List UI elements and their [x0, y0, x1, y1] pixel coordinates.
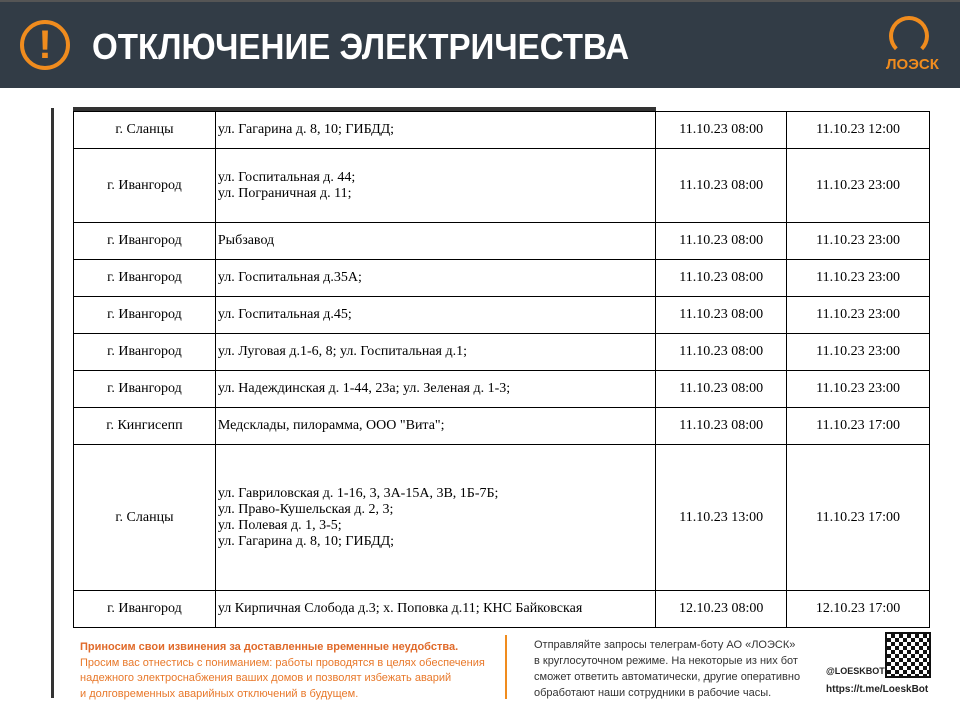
logo-text: ЛОЭСК	[886, 56, 939, 73]
city-cell: г. Кингисепп	[74, 408, 216, 445]
start-time-cell: 11.10.23 08:00	[656, 223, 787, 260]
table-row	[74, 445, 930, 591]
address-line: ул. Госпитальная д.35А;	[217, 270, 362, 285]
address-cell	[215, 334, 655, 371]
table-row	[74, 334, 930, 371]
table-row	[74, 112, 930, 149]
qr-code-icon[interactable]	[885, 632, 931, 678]
end-time-cell: 11.10.23 23:00	[787, 149, 930, 223]
address-cell	[215, 223, 655, 260]
table-row	[74, 591, 930, 628]
apology-title: Приносим свои извинения за доставленные временные неудобства.	[80, 641, 459, 653]
page-title: ОТКЛЮЧЕНИЕ ЭЛЕКТРИЧЕСТВА	[92, 26, 630, 67]
address-cell	[215, 408, 655, 445]
city-cell: г. Ивангород	[74, 223, 216, 260]
start-time-cell: 11.10.23 08:00	[656, 149, 787, 223]
bot-line: сможет ответить автоматически, другие оперативно	[534, 671, 801, 683]
bot-line: обработают наши сотрудники в рабочие часы.	[534, 687, 772, 699]
apology-note	[80, 640, 500, 702]
address-line: ул. Луговая д.1-6, 8; ул. Госпитальная д.1;	[217, 344, 467, 359]
start-time-cell: 11.10.23 08:00	[656, 260, 787, 297]
address-cell	[215, 112, 655, 149]
end-time-cell: 11.10.23 23:00	[787, 260, 930, 297]
loesk-logo	[886, 16, 939, 78]
start-time-cell: 11.10.23 08:00	[656, 334, 787, 371]
apology-line: надежного электроснабжения ваших домов и позволят избежать аварий	[80, 672, 452, 684]
address-line: ул. Гавриловская д. 1-16, 3, 3А-15А, 3В, 1Б-7Б;	[217, 485, 499, 501]
address-line: ул. Госпитальная д. 44;	[217, 169, 356, 185]
table-row	[74, 297, 930, 334]
divider-line	[51, 108, 54, 698]
bot-line: в круглосуточном режиме. На некоторые из них бот	[534, 655, 798, 667]
end-time-cell: 11.10.23 23:00	[787, 334, 930, 371]
apology-line: и долговременных аварийных отключений в будущем.	[80, 687, 359, 700]
bot-handle: @LOESKBOT	[826, 666, 885, 676]
address-line: ул. Право-Кушельская д. 2, 3;	[217, 501, 394, 517]
start-time-cell: 11.10.23 08:00	[656, 112, 787, 149]
table-row	[74, 371, 930, 408]
city-cell: г. Ивангород	[74, 149, 216, 223]
bot-link[interactable]: https://t.me/LoeskBot	[826, 684, 929, 695]
address-line: ул. Гагарина д. 8, 10; ГИБДД;	[217, 533, 395, 549]
address-line: ул. Гагарина д. 8, 10; ГИБДД;	[217, 122, 395, 137]
address-cell	[215, 445, 655, 591]
start-time-cell: 11.10.23 08:00	[656, 371, 787, 408]
city-cell: г. Сланцы	[74, 112, 216, 149]
city-cell: г. Ивангород	[74, 591, 216, 628]
end-time-cell: 11.10.23 12:00	[787, 112, 930, 149]
city-cell: г. Ивангород	[74, 371, 216, 408]
city-cell: г. Ивангород	[74, 297, 216, 334]
bot-line: Отправляйте запросы телеграм-боту АО «ЛОЭСК»	[534, 639, 796, 651]
address-cell	[215, 591, 655, 628]
end-time-cell: 11.10.23 23:00	[787, 371, 930, 408]
apology-line: Просим вас отнестись с пониманием: работы проводятся в целях обеспечения	[80, 656, 485, 669]
table-row	[74, 149, 930, 223]
bot-note	[534, 637, 814, 701]
start-time-cell: 11.10.23 13:00	[656, 445, 787, 591]
start-time-cell: 11.10.23 08:00	[656, 297, 787, 334]
header-banner	[0, 0, 960, 88]
footer-separator	[505, 635, 507, 699]
end-time-cell: 11.10.23 23:00	[787, 297, 930, 334]
warning-icon: !	[20, 20, 70, 70]
start-time-cell: 11.10.23 08:00	[656, 408, 787, 445]
address-cell	[215, 149, 655, 223]
address-line: ул. Госпитальная д.45;	[217, 307, 352, 322]
end-time-cell: 11.10.23 17:00	[787, 408, 930, 445]
address-line: Медсклады, пилорамма, ООО "Вита";	[217, 418, 445, 433]
table-row	[74, 223, 930, 260]
city-cell: г. Сланцы	[74, 445, 216, 591]
table-row	[74, 260, 930, 297]
end-time-cell: 11.10.23 17:00	[787, 445, 930, 591]
start-time-cell: 12.10.23 08:00	[656, 591, 787, 628]
address-line: ул Кирпичная Слобода д.3; х. Поповка д.11; КНС Байковская	[217, 601, 583, 616]
city-cell: г. Ивангород	[74, 334, 216, 371]
city-cell: г. Ивангород	[74, 260, 216, 297]
address-cell	[215, 297, 655, 334]
outage-table	[73, 111, 930, 628]
end-time-cell: 12.10.23 17:00	[787, 591, 930, 628]
address-cell	[215, 260, 655, 297]
address-line: ул. Пограничная д. 11;	[217, 185, 352, 201]
address-line: ул. Полевая д. 1, 3-5;	[217, 517, 342, 533]
table-row	[74, 408, 930, 445]
address-cell	[215, 371, 655, 408]
logo-arc-icon	[889, 16, 929, 56]
address-line: ул. Надеждинская д. 1-44, 23а; ул. Зеленая д. 1-3;	[217, 381, 511, 396]
end-time-cell: 11.10.23 23:00	[787, 223, 930, 260]
address-line: Рыбзавод	[217, 233, 275, 248]
